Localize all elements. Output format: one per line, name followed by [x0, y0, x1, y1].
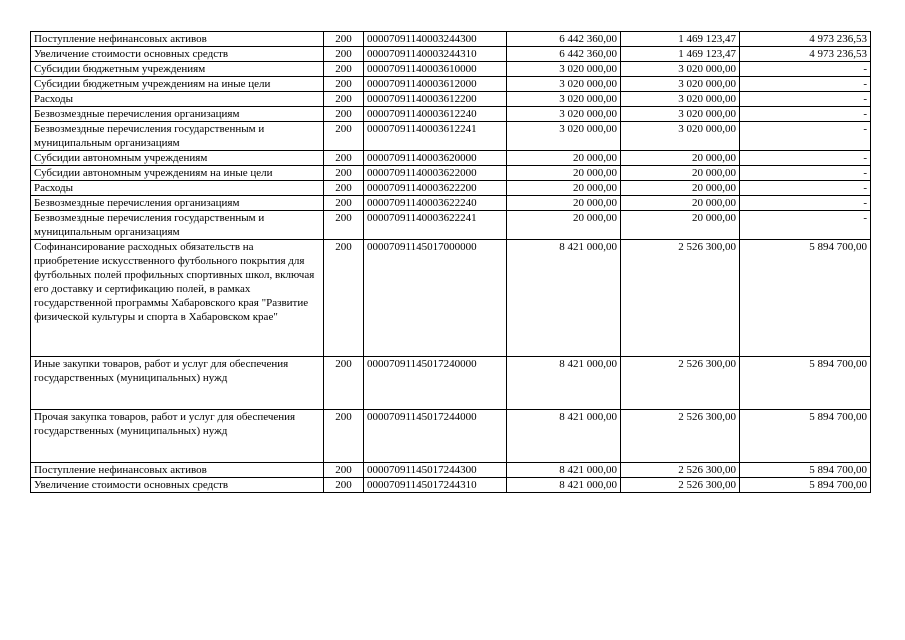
row-name-cell: Поступление нефинансовых активов: [31, 463, 324, 478]
row-approved-cell: 20 000,00: [507, 181, 621, 196]
row-executed-cell: 3 020 000,00: [621, 92, 740, 107]
row-approved-cell: 6 442 360,00: [507, 47, 621, 62]
row-executed-cell: 20 000,00: [621, 166, 740, 181]
row-budget-code-cell: 00007091145017244000: [364, 410, 507, 463]
row-line-code-cell: 200: [324, 357, 364, 410]
row-budget-code-cell: 00007091140003622200: [364, 181, 507, 196]
table-body: [31, 32, 871, 493]
row-unexecuted-cell: 5 894 700,00: [740, 357, 871, 410]
row-executed-cell: 3 020 000,00: [621, 62, 740, 77]
row-executed-cell: 2 526 300,00: [621, 478, 740, 493]
row-line-code-cell: 200: [324, 107, 364, 122]
table-row: [31, 463, 871, 478]
row-approved-cell: 20 000,00: [507, 211, 621, 240]
row-executed-cell: 2 526 300,00: [621, 463, 740, 478]
row-budget-code-cell: 00007091140003622240: [364, 196, 507, 211]
row-budget-code-cell: 00007091145017000000: [364, 240, 507, 357]
table-row: [31, 478, 871, 493]
row-approved-cell: 20 000,00: [507, 166, 621, 181]
row-budget-code-cell: 00007091140003622000: [364, 166, 507, 181]
row-line-code-cell: 200: [324, 166, 364, 181]
table-row: [31, 32, 871, 47]
row-unexecuted-cell: -: [740, 62, 871, 77]
row-executed-cell: 2 526 300,00: [621, 240, 740, 357]
row-budget-code-cell: 00007091140003610000: [364, 62, 507, 77]
row-budget-code-cell: 00007091145017244300: [364, 463, 507, 478]
table-row: [31, 196, 871, 211]
row-executed-cell: 20 000,00: [621, 181, 740, 196]
row-line-code-cell: 200: [324, 211, 364, 240]
table-row: [31, 357, 871, 410]
row-line-code-cell: 200: [324, 181, 364, 196]
row-executed-cell: 3 020 000,00: [621, 107, 740, 122]
row-name-cell: Субсидии автономным учреждениям: [31, 151, 324, 166]
table-row: [31, 77, 871, 92]
row-budget-code-cell: 00007091140003244300: [364, 32, 507, 47]
row-name-cell: Увеличение стоимости основных средств: [31, 47, 324, 62]
row-name-cell: Безвозмездные перечисления государственным и муниципальным организациям: [31, 211, 324, 240]
table-row: [31, 47, 871, 62]
row-executed-cell: 2 526 300,00: [621, 357, 740, 410]
row-approved-cell: 8 421 000,00: [507, 410, 621, 463]
row-line-code-cell: 200: [324, 122, 364, 151]
row-approved-cell: 8 421 000,00: [507, 463, 621, 478]
row-approved-cell: 8 421 000,00: [507, 478, 621, 493]
table-row: [31, 240, 871, 357]
row-line-code-cell: 200: [324, 32, 364, 47]
budget-execution-table: [30, 31, 871, 493]
row-unexecuted-cell: -: [740, 107, 871, 122]
row-name-cell: Иные закупки товаров, работ и услуг для обеспечения государственных (муниципальных) нужд: [31, 357, 324, 410]
row-unexecuted-cell: -: [740, 211, 871, 240]
row-unexecuted-cell: -: [740, 77, 871, 92]
row-name-cell: Увеличение стоимости основных средств: [31, 478, 324, 493]
row-unexecuted-cell: 4 973 236,53: [740, 47, 871, 62]
row-executed-cell: 20 000,00: [621, 211, 740, 240]
row-name-cell: Субсидии бюджетным учреждениям: [31, 62, 324, 77]
row-unexecuted-cell: -: [740, 166, 871, 181]
row-executed-cell: 20 000,00: [621, 151, 740, 166]
table-row: [31, 122, 871, 151]
row-executed-cell: 3 020 000,00: [621, 77, 740, 92]
table-row: [31, 211, 871, 240]
table-row: [31, 151, 871, 166]
row-budget-code-cell: 00007091145017244310: [364, 478, 507, 493]
row-line-code-cell: 200: [324, 240, 364, 357]
row-name-cell: Софинансирование расходных обязательств на приобретение искусственного футбольного покрытия для футбольных полей профильных спортивных школ, включая его доставку и сертификацию полей, в рамках государственной программы Хабаровского края "Развитие физической культуры и спорта в Хабаровском крае": [31, 240, 324, 357]
table-row: [31, 166, 871, 181]
row-budget-code-cell: 00007091145017240000: [364, 357, 507, 410]
row-executed-cell: 3 020 000,00: [621, 122, 740, 151]
row-line-code-cell: 200: [324, 77, 364, 92]
row-executed-cell: 1 469 123,47: [621, 47, 740, 62]
row-unexecuted-cell: -: [740, 122, 871, 151]
row-budget-code-cell: 00007091140003612240: [364, 107, 507, 122]
row-name-cell: Расходы: [31, 92, 324, 107]
row-approved-cell: 8 421 000,00: [507, 357, 621, 410]
table-row: [31, 107, 871, 122]
row-name-cell: Безвозмездные перечисления организациям: [31, 107, 324, 122]
row-line-code-cell: 200: [324, 463, 364, 478]
row-approved-cell: 3 020 000,00: [507, 122, 621, 151]
row-line-code-cell: 200: [324, 196, 364, 211]
row-name-cell: Прочая закупка товаров, работ и услуг для обеспечения государственных (муниципальных) нужд: [31, 410, 324, 463]
row-unexecuted-cell: -: [740, 181, 871, 196]
row-approved-cell: 6 442 360,00: [507, 32, 621, 47]
row-line-code-cell: 200: [324, 478, 364, 493]
row-budget-code-cell: 00007091140003244310: [364, 47, 507, 62]
row-unexecuted-cell: 5 894 700,00: [740, 463, 871, 478]
row-budget-code-cell: 00007091140003620000: [364, 151, 507, 166]
table-row: [31, 92, 871, 107]
row-executed-cell: 2 526 300,00: [621, 410, 740, 463]
row-budget-code-cell: 00007091140003612000: [364, 77, 507, 92]
table-row: [31, 181, 871, 196]
row-unexecuted-cell: 4 973 236,53: [740, 32, 871, 47]
row-approved-cell: 20 000,00: [507, 196, 621, 211]
row-line-code-cell: 200: [324, 62, 364, 77]
row-unexecuted-cell: 5 894 700,00: [740, 410, 871, 463]
row-executed-cell: 20 000,00: [621, 196, 740, 211]
row-name-cell: Субсидии бюджетным учреждениям на иные цели: [31, 77, 324, 92]
row-line-code-cell: 200: [324, 410, 364, 463]
table-row: [31, 410, 871, 463]
row-approved-cell: 3 020 000,00: [507, 77, 621, 92]
row-unexecuted-cell: 5 894 700,00: [740, 240, 871, 357]
row-approved-cell: 8 421 000,00: [507, 240, 621, 357]
row-budget-code-cell: 00007091140003612241: [364, 122, 507, 151]
row-name-cell: Безвозмездные перечисления государственным и муниципальным организациям: [31, 122, 324, 151]
row-name-cell: Безвозмездные перечисления организациям: [31, 196, 324, 211]
row-name-cell: Расходы: [31, 181, 324, 196]
row-approved-cell: 3 020 000,00: [507, 107, 621, 122]
row-budget-code-cell: 00007091140003622241: [364, 211, 507, 240]
table-row: [31, 62, 871, 77]
row-unexecuted-cell: -: [740, 92, 871, 107]
row-approved-cell: 20 000,00: [507, 151, 621, 166]
row-unexecuted-cell: -: [740, 196, 871, 211]
row-line-code-cell: 200: [324, 92, 364, 107]
row-unexecuted-cell: -: [740, 151, 871, 166]
row-approved-cell: 3 020 000,00: [507, 62, 621, 77]
row-name-cell: Субсидии автономным учреждениям на иные цели: [31, 166, 324, 181]
row-line-code-cell: 200: [324, 47, 364, 62]
row-approved-cell: 3 020 000,00: [507, 92, 621, 107]
row-budget-code-cell: 00007091140003612200: [364, 92, 507, 107]
row-unexecuted-cell: 5 894 700,00: [740, 478, 871, 493]
row-executed-cell: 1 469 123,47: [621, 32, 740, 47]
row-line-code-cell: 200: [324, 151, 364, 166]
row-name-cell: Поступление нефинансовых активов: [31, 32, 324, 47]
